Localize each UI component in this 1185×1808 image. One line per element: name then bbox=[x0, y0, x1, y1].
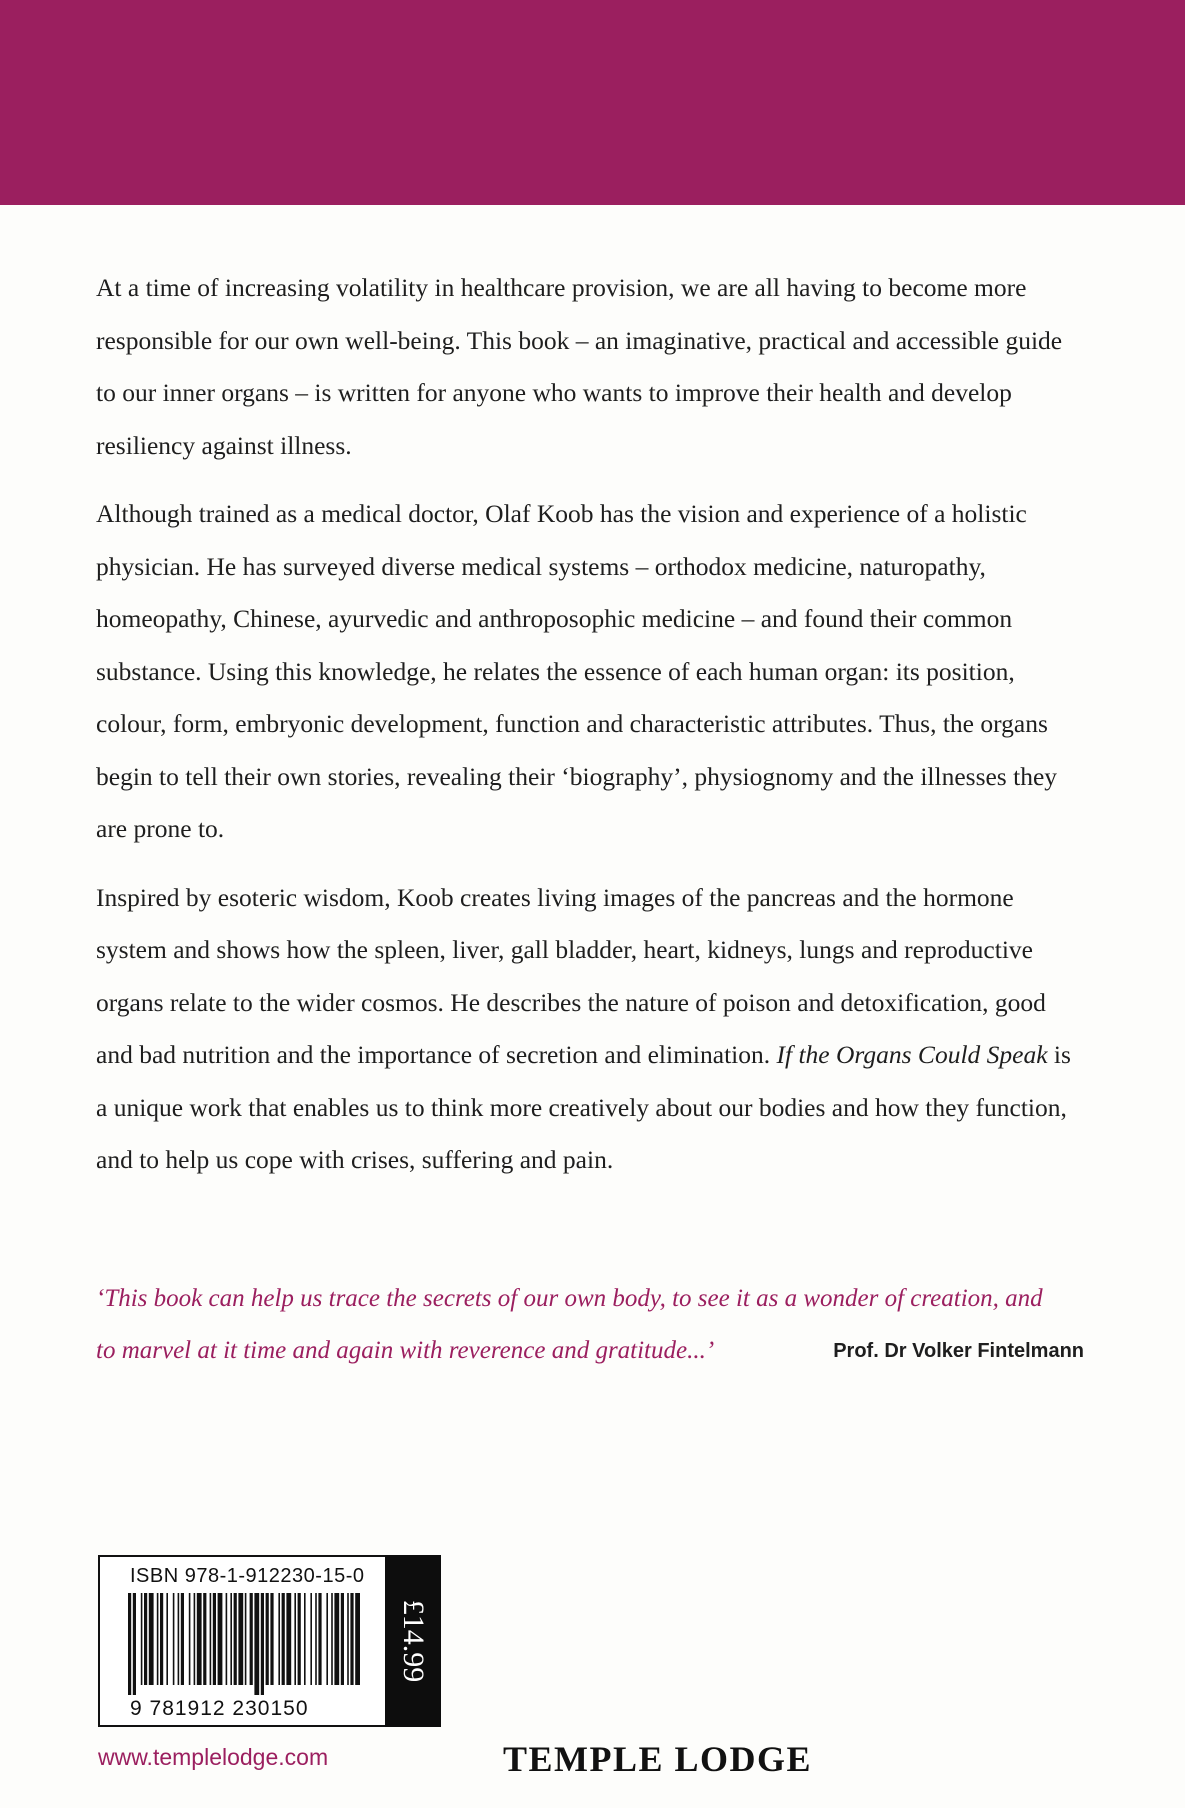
barcode-bar bbox=[144, 1593, 147, 1685]
price-label: £14.99 bbox=[397, 1599, 430, 1683]
barcode-bar bbox=[250, 1593, 253, 1685]
blurb-paragraph-2: Although trained as a medical doctor, Olaf Koob has the vision and experience of a holistic physician. He has surveyed diverse medical systems – orthodox medicine, naturopathy, homeopathy, Chinese, ayurvedic and anthroposophic medicine – and found their common substance. Using this knowledge, he relates the essence of each human organ: its position, colour, form, embryonic development, function and characteristic attributes. Thus, the organs begin to tell their own stories, revealing their ‘biography’, physiognomy and the illnesses they are prone to. bbox=[96, 499, 1058, 843]
barcode-bar bbox=[266, 1593, 269, 1685]
barcode-graphic bbox=[128, 1593, 360, 1695]
blurb-paragraph-3-end: is a unique work that enables us to think more creatively about our bodies and how they function, and to help us cope with crises, suffering and pain. bbox=[96, 1040, 1071, 1174]
barcode-bar bbox=[189, 1593, 191, 1685]
barcode-bar bbox=[355, 1593, 360, 1685]
back-cover-blurb bbox=[96, 262, 1086, 1203]
barcode-bar bbox=[226, 1593, 228, 1685]
quote-text: ‘This book can help us trace the secrets of our own body, to see it as a wonder of creation, and to marvel at it time and again with reverence and gratitude...’ bbox=[96, 1285, 1043, 1364]
barcode-bar bbox=[210, 1593, 212, 1685]
barcode-bar bbox=[304, 1593, 306, 1685]
barcode-bar bbox=[181, 1593, 184, 1685]
isbn-barcode-box bbox=[98, 1555, 441, 1727]
barcode-bar bbox=[326, 1593, 328, 1685]
barcode-bar bbox=[347, 1593, 349, 1685]
barcode-bar bbox=[315, 1593, 317, 1685]
top-color-band bbox=[0, 0, 1185, 205]
barcode-bar bbox=[213, 1593, 216, 1685]
quote-author: Prof. Dr Volker Fintelmann bbox=[833, 1340, 1084, 1362]
barcode-bar bbox=[203, 1593, 206, 1685]
barcode-bar bbox=[128, 1593, 131, 1695]
book-title-italic: If the Organs Could Speak bbox=[776, 1040, 1048, 1069]
barcode-bar bbox=[350, 1593, 353, 1685]
barcode-bar bbox=[334, 1593, 339, 1685]
barcode-bar bbox=[270, 1593, 273, 1685]
barcode-bar bbox=[166, 1593, 168, 1685]
barcode-bar bbox=[331, 1593, 333, 1685]
barcode-bar bbox=[194, 1593, 196, 1685]
barcode-bar bbox=[133, 1593, 136, 1695]
barcode-bar bbox=[278, 1593, 280, 1685]
barcode-bar bbox=[294, 1593, 296, 1685]
barcode-bar bbox=[149, 1593, 154, 1685]
barcode-bar bbox=[234, 1593, 237, 1685]
barcode-bar bbox=[245, 1593, 247, 1685]
barcode-digits: 9 781912 230150 bbox=[130, 1697, 309, 1720]
barcode-bar bbox=[286, 1593, 291, 1685]
blurb-paragraph-3 bbox=[96, 872, 1086, 1187]
barcode-bar bbox=[254, 1593, 259, 1695]
barcode-bar bbox=[238, 1593, 243, 1685]
barcode-bar bbox=[310, 1593, 312, 1685]
barcode-bar bbox=[178, 1593, 180, 1685]
barcode-bar bbox=[282, 1593, 285, 1685]
barcode-bar bbox=[173, 1593, 175, 1685]
barcode-bar bbox=[261, 1593, 264, 1695]
barcode-bar bbox=[318, 1593, 321, 1685]
barcode-bar bbox=[218, 1593, 223, 1685]
blurb-paragraph-1: At a time of increasing volatility in healthcare provision, we are all having to become more responsible for our own well-being. This book – an imaginative, practical and accessible guide to our inner organs – is written for anyone who wants to improve their health and develop resiliency against illness. bbox=[96, 273, 1063, 460]
barcode-bar bbox=[160, 1593, 163, 1685]
endorsement-quote bbox=[96, 1273, 1096, 1377]
barcode-bar bbox=[341, 1593, 344, 1685]
barcode-bar bbox=[141, 1593, 143, 1685]
publisher-website-link[interactable]: www.templelodge.com bbox=[98, 1744, 329, 1770]
publisher-logo: TEMPLE LODGE bbox=[503, 1739, 813, 1779]
barcode-bar bbox=[298, 1593, 301, 1685]
blurb-paragraph-3-text: Inspired by esoteric wisdom, Koob creates living images of the pancreas and the hormone system and shows how the spleen, liver, gall bladder, heart, kidneys, lungs and reproductive organs relate to the wider cosmos. He describes the nature of poison and detoxification, good and bad nutrition and the importance of secretion and elimination. bbox=[96, 882, 1046, 1069]
barcode-bar bbox=[230, 1593, 232, 1685]
barcode-bar bbox=[197, 1593, 202, 1685]
isbn-number: ISBN 978-1-912230-15-0 bbox=[130, 1565, 365, 1587]
barcode-bar bbox=[157, 1593, 159, 1685]
price-tag bbox=[385, 1555, 441, 1727]
